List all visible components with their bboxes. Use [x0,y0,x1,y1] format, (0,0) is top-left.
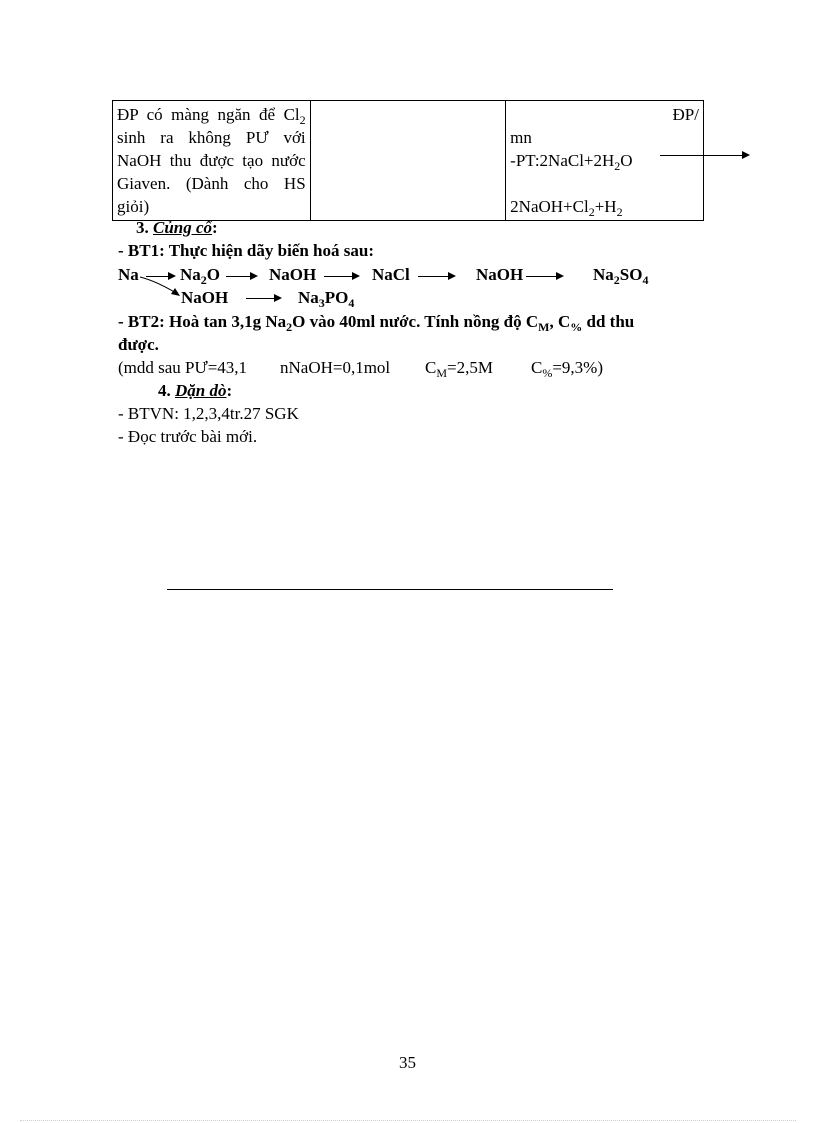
arrow-icon [526,276,562,277]
homework-item: - Đọc trước bài mới. [118,427,258,446]
electrolysis-label: ĐP/ [672,105,699,124]
arrow-icon [246,298,280,299]
chem-na3po4: $Na_3PO_4$ [298,288,355,310]
equation-reactants: $-PT:2NaCl+2H_2O$ [510,151,633,173]
table-cell-equation [506,101,704,221]
section-4-heading: 4. Dặn dò: [158,381,233,400]
arrow-icon [226,276,256,277]
answer-cm: $C_M=2,5M$ [425,358,493,380]
divider [167,589,613,590]
table-cell-method: ĐP có màng ngăn để $Cl_2$ sinh ra không PƯ với NaOH thu được tạo nước Giaven. (Dành cho HS giỏi) [113,101,311,221]
chem-na: Na [118,265,139,284]
branch-arrow-icon [136,276,184,300]
chem-naoh-1: NaOH [269,265,317,284]
page-number: 35 [399,1053,416,1072]
answer-nnaoh: nNaOH=0,1mol [280,358,391,377]
chem-naoh-3: NaOH [181,288,229,307]
chem-nacl: NaCl [372,265,410,284]
chem-naoh-2: NaOH [476,265,524,284]
lesson-table [112,100,704,221]
bt2-question: - BT2: Hoà tan 3,1g $Na_2O$ vào 40ml nước. Tính nồng độ $C_M$, $C_{\%}$ dd thu [118,312,635,334]
bt2-question-line2: được. [118,335,159,354]
bt1-label: - BT1: Thực hiện dãy biến hoá sau: [118,241,374,260]
arrow-icon [418,276,454,277]
homework-item: - BTVN: 1,2,3,4tr.27 SGK [118,404,299,423]
reaction-arrow-icon [660,155,748,156]
chem-na2so4: $Na_2SO_4$ [593,265,649,287]
page-edge-divider [20,1120,796,1121]
equation-products: $2NaOH+Cl_2+H_2$ [510,197,623,219]
section-3-heading: 3. Củng cố: [136,218,218,237]
table-cell-empty [310,101,506,221]
membrane-label: mn [510,128,532,147]
answer-mdd: (mdd sau PƯ=43,1 [118,358,248,377]
arrow-icon [324,276,358,277]
answer-cpct: $C_{\%}=9,3\%$) [531,358,604,380]
chem-na2o: $Na_2O$ [180,265,221,287]
